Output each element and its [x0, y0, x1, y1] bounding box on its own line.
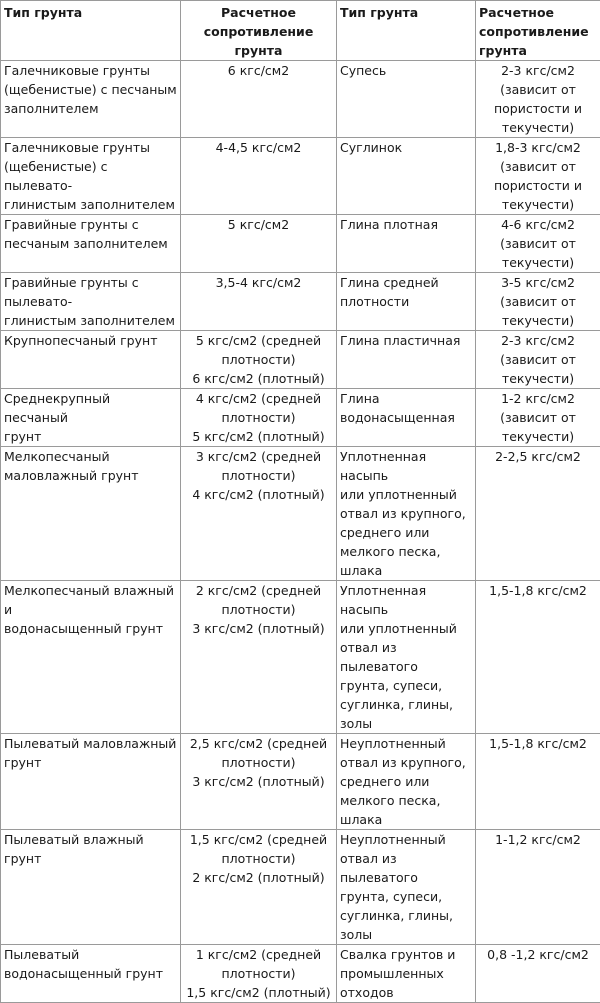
soil-type-cell: Уплотненная насыпь или уплотненный отвал из крупного, среднего или мелкого песка, шлака — [337, 447, 476, 581]
table-row — [1, 389, 600, 447]
soil-type-cell: Гравийные грунты с пылевато- глинистым заполнителем — [1, 273, 181, 331]
resistance-cell: 1,8-3 кгс/см2 (зависит от пористости и текучести) — [476, 138, 600, 215]
soil-type-cell: Мелкопесчаный влажный и водонасыщенный грунт — [1, 581, 181, 734]
header-soil-type-2: Тип грунта — [337, 1, 476, 61]
table-row — [1, 734, 600, 830]
soil-type-cell: Суглинок — [337, 138, 476, 215]
resistance-cell: 4-4,5 кгс/см2 — [181, 138, 337, 215]
resistance-cell: 4 кгс/см2 (средней плотности) 5 кгс/см2 (плотный) — [181, 389, 337, 447]
soil-type-cell: Неуплотненный отвал из крупного, среднего или мелкого песка, шлака — [337, 734, 476, 830]
resistance-cell: 1,5 кгс/см2 (средней плотности) 2 кгс/см2 (плотный) — [181, 830, 337, 945]
resistance-cell: 1,5-1,8 кгс/см2 — [476, 734, 600, 830]
soil-type-cell: Глина плотная — [337, 215, 476, 273]
resistance-cell: 3-5 кгс/см2 (зависит от текучести) — [476, 273, 600, 331]
resistance-cell: 5 кгс/см2 — [181, 215, 337, 273]
table-header-row — [1, 1, 600, 61]
resistance-cell: 2-3 кгс/см2 (зависит от пористости и текучести) — [476, 61, 600, 138]
soil-type-cell: Глина водонасыщенная — [337, 389, 476, 447]
soil-type-cell: Галечниковые грунты (щебенистые) с песчаным заполнителем — [1, 61, 181, 138]
soil-type-cell: Пылеватый влажный грунт — [1, 830, 181, 945]
soil-type-cell: Среднекрупный песчаный грунт — [1, 389, 181, 447]
table-row — [1, 581, 600, 734]
table-row — [1, 273, 600, 331]
resistance-cell: 5 кгс/см2 (средней плотности) 6 кгс/см2 (плотный) — [181, 331, 337, 389]
resistance-cell: 6 кгс/см2 — [181, 61, 337, 138]
resistance-cell: 2-3 кгс/см2 (зависит от текучести) — [476, 331, 600, 389]
soil-type-cell: Глина пластичная — [337, 331, 476, 389]
soil-type-cell: Свалка грунтов и промышленных отходов — [337, 945, 476, 1003]
table-row — [1, 215, 600, 273]
resistance-cell: 1-1,2 кгс/см2 — [476, 830, 600, 945]
soil-type-cell: Глина средней плотности — [337, 273, 476, 331]
soil-type-cell: Гравийные грунты с песчаным заполнителем — [1, 215, 181, 273]
resistance-cell: 1 кгс/см2 (средней плотности) 1,5 кгс/см2 (плотный) — [181, 945, 337, 1003]
soil-type-cell: Крупнопесчаный грунт — [1, 331, 181, 389]
table-row — [1, 945, 600, 1003]
header-resistance-1: Расчетное сопротивление грунта — [181, 1, 337, 61]
table-row — [1, 331, 600, 389]
resistance-cell: 2-2,5 кгс/см2 — [476, 447, 600, 581]
soil-type-cell: Галечниковые грунты (щебенистые) с пылевато- глинистым заполнителем — [1, 138, 181, 215]
resistance-cell: 1,5-1,8 кгс/см2 — [476, 581, 600, 734]
resistance-cell: 0,8 -1,2 кгс/см2 — [476, 945, 600, 1003]
header-soil-type-1: Тип грунта — [1, 1, 181, 61]
resistance-cell: 4-6 кгс/см2 (зависит от текучести) — [476, 215, 600, 273]
header-resistance-2: Расчетное сопротивление грунта — [476, 1, 600, 61]
soil-type-cell: Мелкопесчаный маловлажный грунт — [1, 447, 181, 581]
soil-type-cell: Пылеватый маловлажный грунт — [1, 734, 181, 830]
resistance-cell: 3 кгс/см2 (средней плотности) 4 кгс/см2 (плотный) — [181, 447, 337, 581]
soil-type-cell: Уплотненная насыпь или уплотненный отвал из пылеватого грунта, супеси, суглинка, глины, золы — [337, 581, 476, 734]
resistance-cell: 3,5-4 кгс/см2 — [181, 273, 337, 331]
resistance-cell: 2,5 кгс/см2 (средней плотности) 3 кгс/см2 (плотный) — [181, 734, 337, 830]
table-row — [1, 138, 600, 215]
resistance-cell: 1-2 кгс/см2 (зависит от текучести) — [476, 389, 600, 447]
table-row — [1, 447, 600, 581]
soil-type-cell: Супесь — [337, 61, 476, 138]
soil-type-cell: Пылеватый водонасыщенный грунт — [1, 945, 181, 1003]
soil-type-cell: Неуплотненный отвал из пылеватого грунта, супеси, суглинка, глины, золы — [337, 830, 476, 945]
resistance-cell: 2 кгс/см2 (средней плотности) 3 кгс/см2 (плотный) — [181, 581, 337, 734]
table-row — [1, 61, 600, 138]
table-row — [1, 830, 600, 945]
